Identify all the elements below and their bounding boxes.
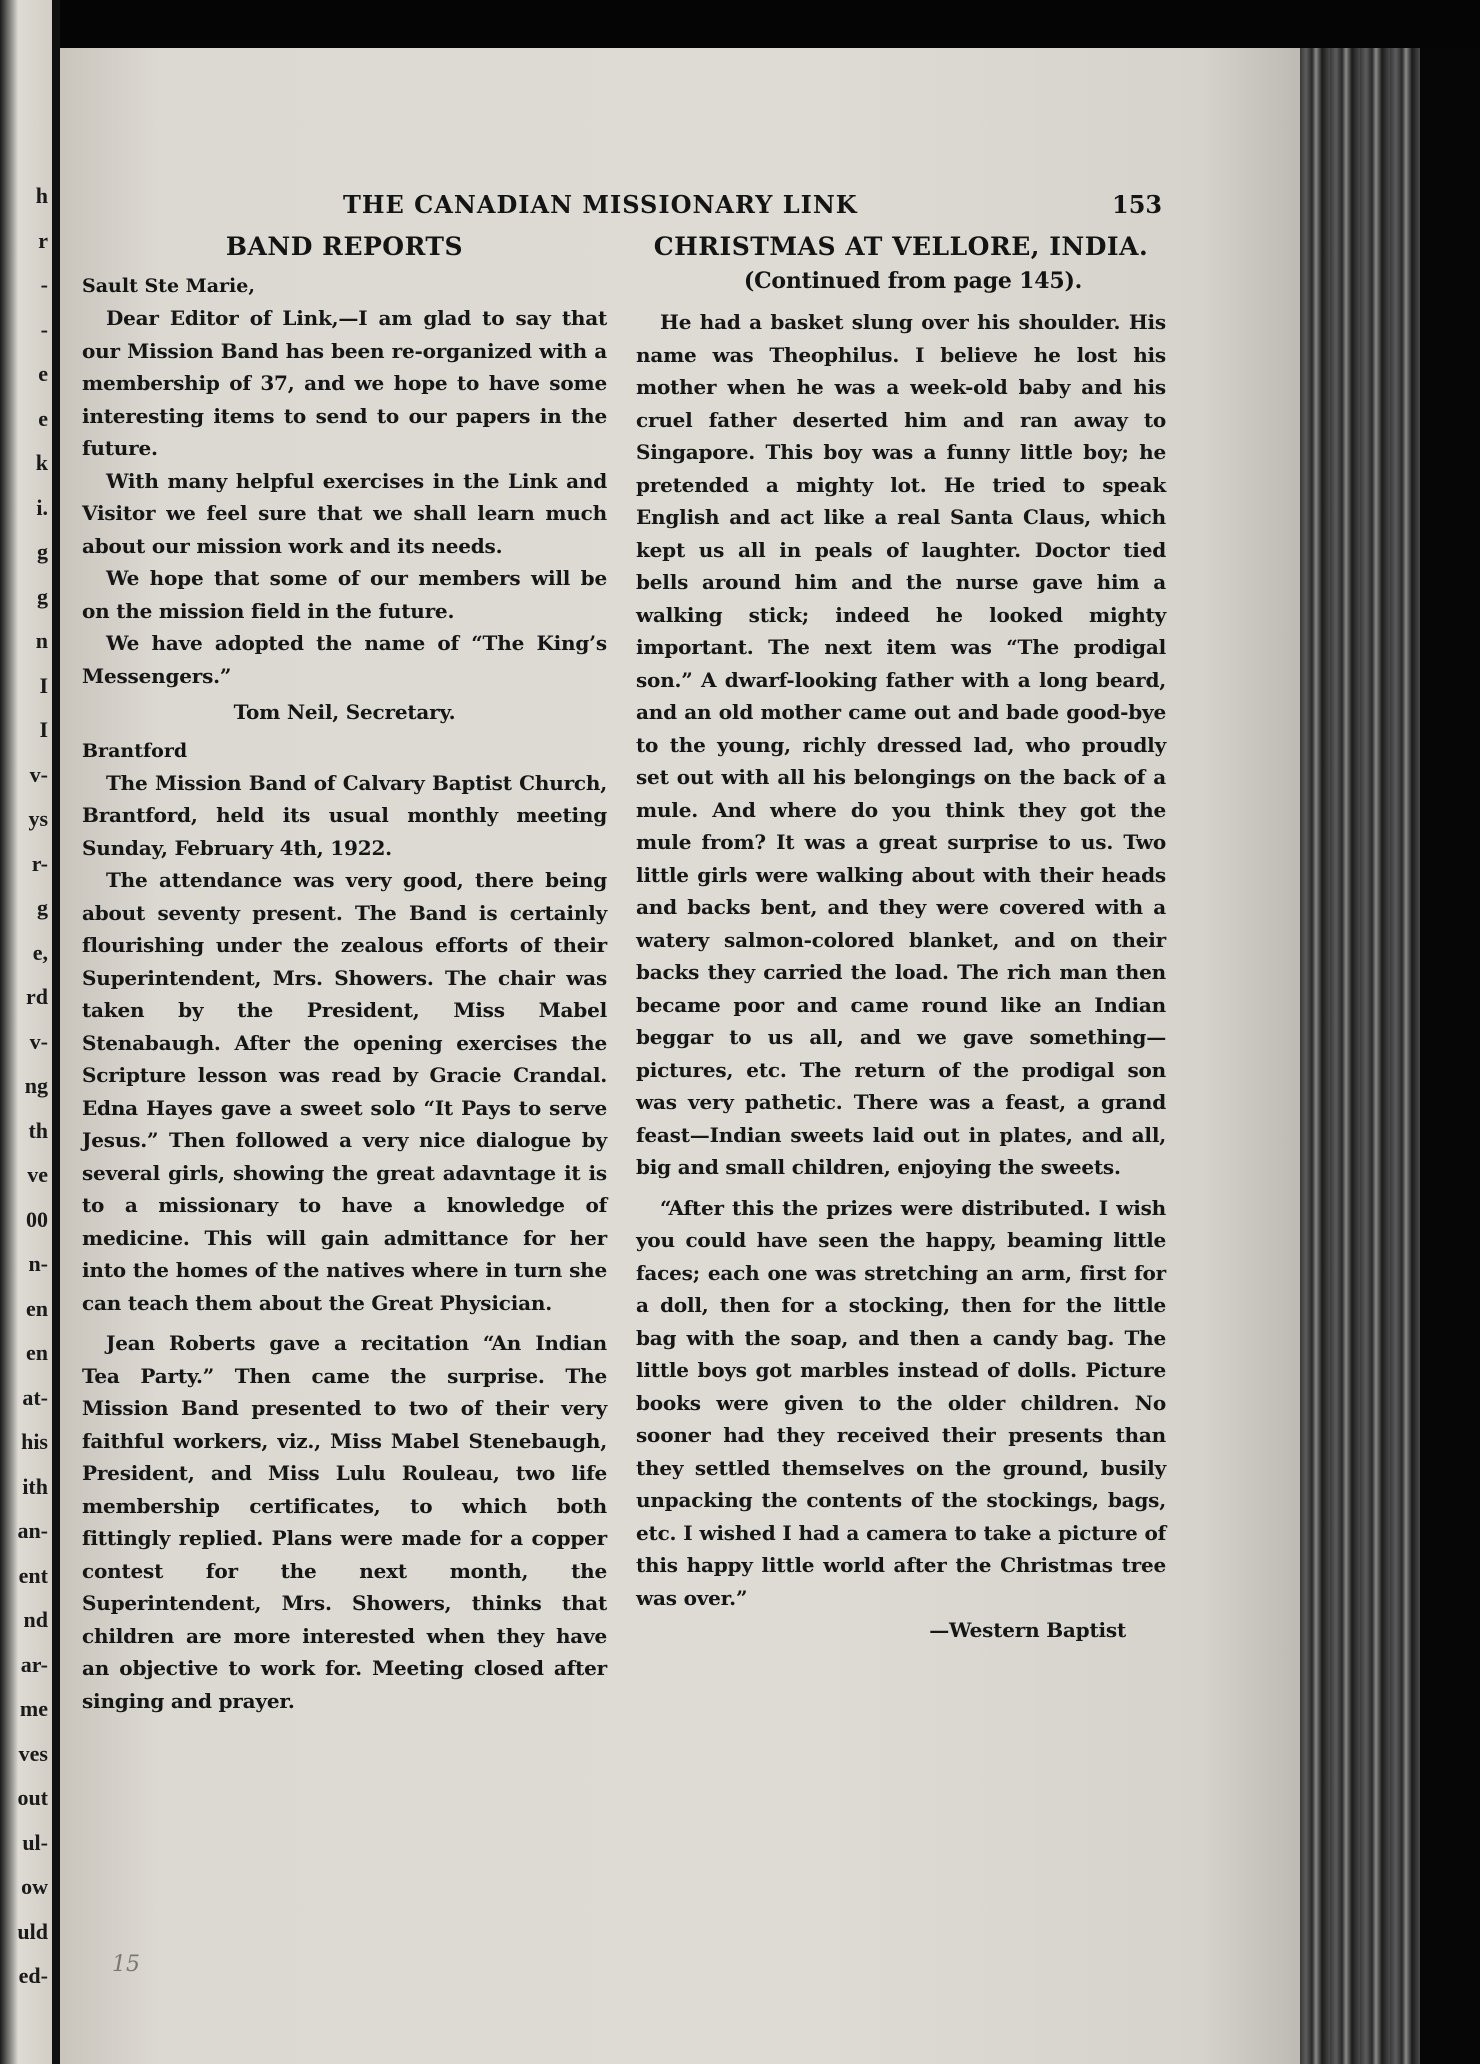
facing-page-fragment: h — [35, 183, 48, 208]
facing-page-fragment: I — [39, 717, 48, 742]
facing-page-fragment: th — [28, 1117, 48, 1143]
facing-page-fragment: - — [40, 316, 48, 342]
paragraph: We hope that some of our members will be on the mission field in the future. — [82, 566, 607, 623]
facing-page-fragment: ar- — [20, 1651, 48, 1677]
facing-page-fragment: g — [37, 895, 48, 920]
facing-page-fragment: ed- — [18, 1963, 48, 1988]
paragraph: With many helpful exercises in the Link and Visitor we feel sure that we shall learn much about our mission work and its needs. — [82, 468, 607, 558]
paragraph: He had a basket slung over his shoulder. His name was Theophilus. I believe he lost his mother when he was a week-old baby and his cruel father deserted him and ran away to Singapore. This boy was a funny little boy; he pretended a mighty lot. He tried to speak English and act like a real Santa Claus, which kept us all in peals of laughter. Doctor tied bells around him and the nurse gave him a walking stick; indeed he looked mighty important. The next item was “The prodigal son.” A dwarf-looking father with a long beard, and an old mother came out and bade good-bye to the young, richly dressed lad, who proudly set out with all his belongings on the back of a mule. And where do you think they got the mule from? It was a great surprise to us. Two little girls were walking about with their heads and backs bent, and they were covered with a watery salmon-colored blanket, and on their backs they carried the load. The rich man then became poor and came round like an Indian beggar to us all, and we gave something—pictures, etc. The return of the prodigal son was very pathetic. There was a feast, a grand feast—Indian sweets laid out in plates, and all, big and small children, enjoying the sweets. — [636, 310, 1166, 1179]
facing-page-fragment: ent — [18, 1562, 48, 1588]
right-column — [636, 230, 1166, 1647]
facing-page-fragment: an- — [17, 1518, 48, 1543]
binding-gutter — [52, 0, 60, 2064]
facing-page-edge — [0, 0, 52, 2064]
christmas-at-vellore-heading: CHRISTMAS AT VELLORE, INDIA. — [653, 232, 1149, 261]
paragraph: “After this the prizes were distributed. I wish you could have seen the happy, beaming little faces; each one was stretching an arm, first for a doll, then for a stocking, then for the little bag with the soap, and then a candy bag. The little boys got marbles instead of dolls. Picture books were given to the older children. No sooner had they received their presents than they settled themselves on the ground, busily unpacking the contents of the stockings, bags, etc. I wished I had a camera to take a picture of this happy little world after the Christmas tree was over.” — [636, 1195, 1166, 1610]
facing-page-fragment: n- — [28, 1251, 48, 1276]
paragraph: Dear Editor of Link,—I am glad to say that our Mission Band has been re-organized with a membership of 37, and we hope to have some interesting items to send to our papers in the future. — [82, 306, 607, 460]
facing-page-fragment: k — [35, 450, 48, 475]
section-title-brantford: Brantford — [82, 739, 188, 762]
band-reports-heading: BAND REPORTS — [225, 232, 464, 261]
page-stack-edge — [1300, 48, 1480, 2064]
facing-page-fragment: i. — [36, 494, 48, 520]
running-title: THE CANADIAN MISSIONARY LINK — [343, 190, 858, 219]
paragraph: We have adopted the name of “The King’s Messengers.” — [82, 631, 607, 688]
facing-page-fragment: ve — [27, 1162, 48, 1187]
paragraph: Jean Roberts gave a recitation “An Indian Tea Party.” Then came the surprise. The Mission Band presented to two of their very faithful workers, viz., Miss Mabel Stenebaugh, President, and Miss Lulu Rouleau, two life membership certificates, to which both fittingly replied. Plans were made for a copper contest for the next month, the Superintendent, Mrs. Showers, thinks that children are more interested when they have an objective to work for. Meeting closed after singing and prayer. — [82, 1331, 607, 1713]
facing-page-fragment: ys — [28, 806, 48, 831]
facing-page-fragment: e — [38, 405, 48, 431]
facing-page-fragment: uld — [17, 1918, 48, 1944]
facing-page-fragment: e — [38, 361, 48, 386]
facing-page-fragment: g — [37, 539, 48, 564]
facing-page-fragment: ng — [24, 1073, 48, 1098]
section-title-sault-ste-marie: Sault Ste Marie, — [82, 275, 255, 297]
facing-page-fragment: me — [19, 1696, 48, 1721]
paragraph: The attendance was very good, there being about seventy present. The Band is certainly flourishing under the zealous efforts of their Superintendent, Mrs. Showers. The chair was taken by the President, Miss Mabel Stenabaugh. After the opening exercises the Scripture lesson was read by Gracie Crandal. Edna Hayes gave a sweet solo “It Pays to serve Jesus.” Then followed a very nice dialogue by several girls, showing the great adavntage it is to a missionary to have a knowledge of medicine. This will gain admittance for her into the homes of the natives where in turn she can teach them about the Great Physician. — [82, 868, 607, 1315]
page-number: 153 — [1112, 190, 1163, 219]
pencil-mark: 15 — [112, 1952, 140, 1977]
facing-page-fragment: his — [21, 1429, 48, 1454]
facing-page-fragment: r- — [31, 850, 48, 876]
facing-page-fragment: 00 — [26, 1206, 48, 1232]
facing-page-fragment: out — [17, 1785, 48, 1810]
continued-note: (Continued from page 145). — [743, 268, 1083, 294]
signature: —Western Baptist — [929, 1618, 1126, 1642]
facing-page-fragment: rd — [26, 984, 48, 1009]
facing-page-fragment: r — [38, 227, 48, 253]
facing-page-fragment: ul- — [22, 1829, 48, 1855]
facing-page-fragment: at- — [22, 1384, 48, 1410]
facing-page-fragment: v- — [29, 761, 48, 787]
facing-page-fragment: en — [26, 1295, 48, 1321]
facing-page-fragment: ith — [22, 1473, 48, 1499]
facing-page-fragment: e, — [32, 939, 48, 965]
facing-page-fragment: - — [40, 272, 48, 297]
facing-page-fragment: nd — [23, 1607, 48, 1632]
facing-page-fragment: I — [39, 672, 48, 698]
signature: Tom Neil, Secretary. — [233, 700, 456, 724]
facing-page-fragment: en — [26, 1340, 48, 1365]
facing-page-fragment: v- — [29, 1028, 48, 1054]
facing-page-fragment: g — [37, 583, 48, 609]
left-column — [82, 230, 607, 1717]
facing-page-fragment: ves — [18, 1740, 48, 1766]
facing-page-fragment: ow — [21, 1874, 48, 1899]
facing-page-fragment: n — [35, 628, 48, 653]
paragraph: The Mission Band of Calvary Baptist Church, Brantford, held its usual monthly meeting Sunday, February 4th, 1922. — [82, 770, 607, 860]
